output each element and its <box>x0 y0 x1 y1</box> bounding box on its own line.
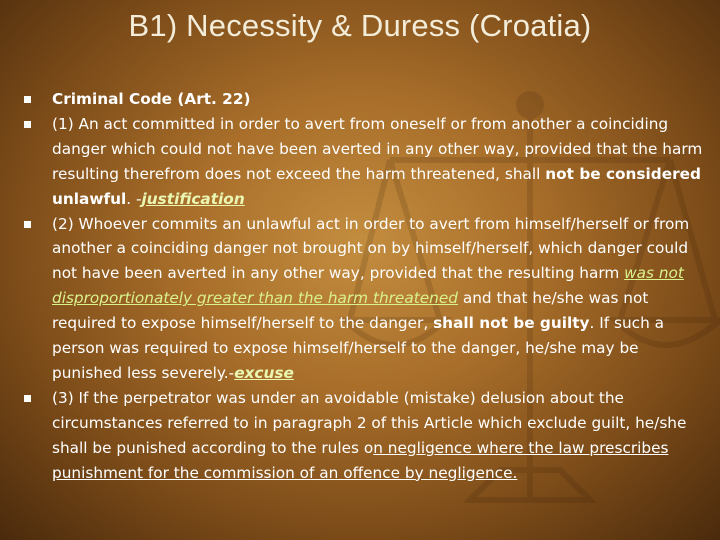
paragraph-2-bold: shall not be guilty <box>433 314 590 333</box>
justification-label: justification <box>141 189 245 208</box>
paragraph-2-text: (2) Whoever commits an unlawful act in order to avert from himself/herself or from another a coinciding danger not brought on by himself/herself, which danger could not have been averted in any other way, provided that the resulting harm <box>52 214 690 283</box>
code-heading: Criminal Code (Art. 22) <box>52 90 251 108</box>
square-bullet-icon <box>24 121 31 128</box>
paragraph-2-highlight: was not disproportionately greater than the harm threatened <box>52 264 684 308</box>
list-item <box>24 386 712 486</box>
excuse-label: excuse <box>234 363 294 382</box>
paragraph-3-underlined: n negligence where the law prescribes punishment for the commission of an offence by negligence. <box>52 438 669 482</box>
square-bullet-icon <box>24 96 31 103</box>
slide-title: B1) Necessity & Duress (Croatia) <box>128 8 592 43</box>
paragraph-2-text-b: and that he/she was not required to expose himself/herself to the danger, <box>52 289 649 333</box>
slide-content <box>24 87 712 486</box>
square-bullet-icon <box>24 221 31 228</box>
paragraph-1-sep: . - <box>126 189 142 208</box>
paragraph-3-text: (3) If the perpetrator was under an avoidable (mistake) delusion about the circumstances referred to in paragraph 2 of this Article which exclude guilt, he/she shall be punished according to the rules o <box>52 388 687 457</box>
list-item <box>24 212 712 386</box>
list-item <box>24 112 712 212</box>
paragraph-1-bold: not be considered unlawful <box>52 164 701 208</box>
paragraph-2-text-c: . If such a person was required to expose himself/herself to the danger, he/she may be punished less severely.- <box>52 314 665 382</box>
paragraph-1-text: (1) An act committed in order to avert from oneself or from another a coinciding danger which could not have been averted in any other way, provided that the harm resulting therefrom does not exceed the harm threatened, shall <box>52 114 703 183</box>
list-item <box>24 87 712 112</box>
square-bullet-icon <box>24 395 31 402</box>
